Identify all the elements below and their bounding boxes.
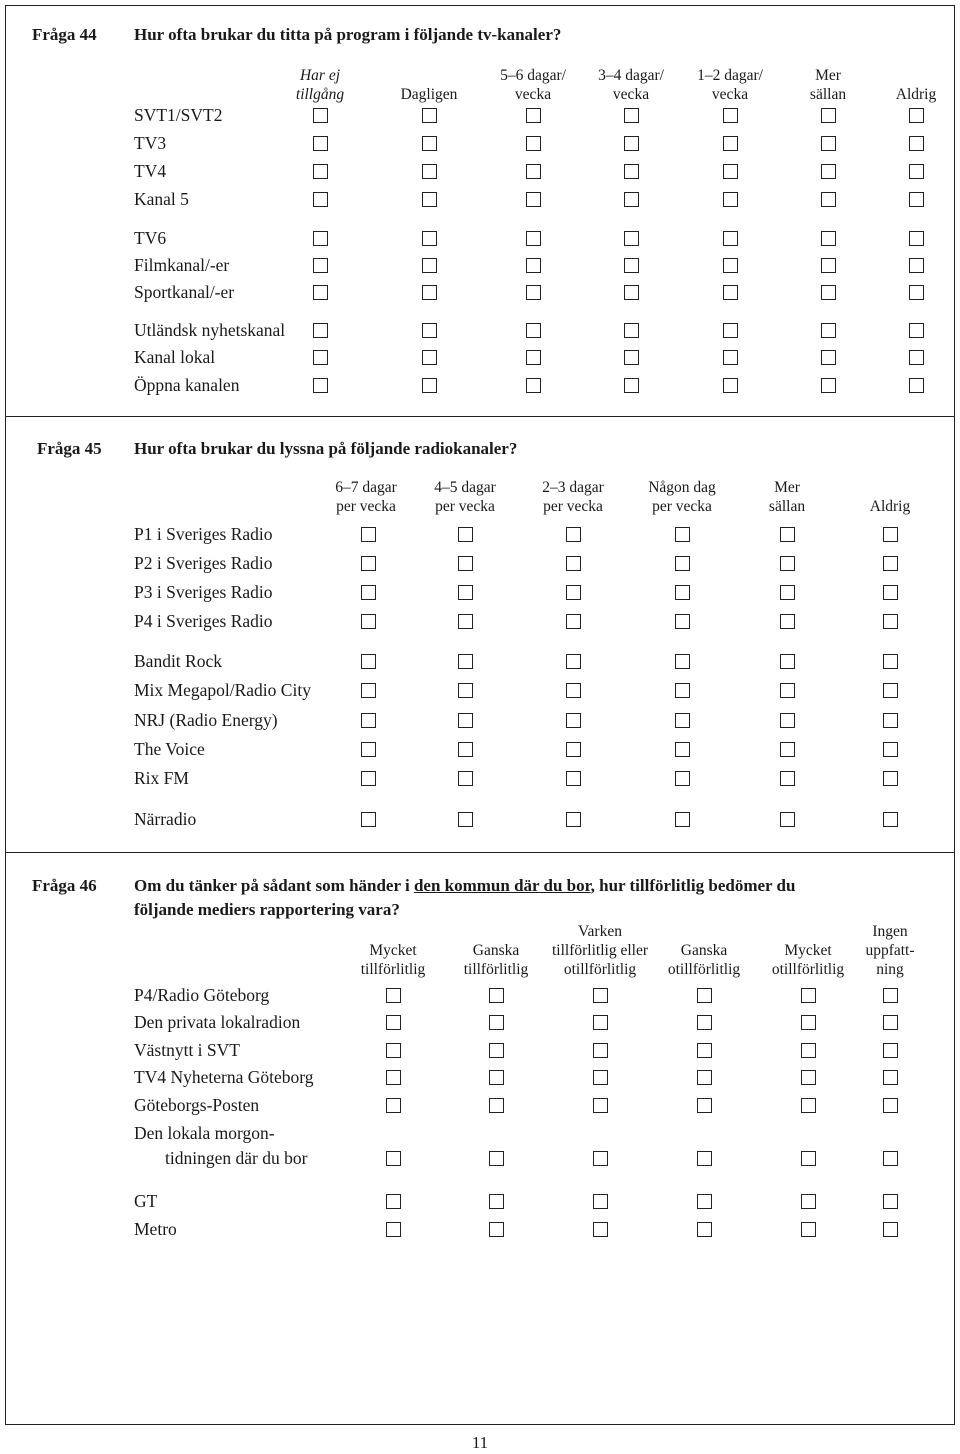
answer-checkbox[interactable] — [566, 556, 581, 571]
column-header: Har ej tillgång — [295, 67, 345, 103]
answer-checkbox[interactable] — [821, 258, 836, 273]
answer-checkbox[interactable] — [313, 350, 328, 365]
answer-checkbox[interactable] — [883, 614, 898, 629]
column-header: Dagligen — [400, 86, 458, 103]
row-label: Västnytt i SVT — [134, 1040, 240, 1060]
question-text-line2: följande mediers rapportering vara? — [134, 900, 400, 919]
answer-checkbox[interactable] — [489, 1015, 504, 1030]
answer-checkbox[interactable] — [909, 192, 924, 207]
answer-checkbox[interactable] — [780, 585, 795, 600]
question-number: Fråga 45 — [37, 439, 102, 458]
answer-checkbox[interactable] — [593, 988, 608, 1003]
answer-checkbox[interactable] — [489, 1194, 504, 1209]
answer-checkbox[interactable] — [526, 231, 541, 246]
column-header: Mer sällan — [768, 479, 806, 515]
answer-checkbox[interactable] — [624, 231, 639, 246]
answer-checkbox[interactable] — [675, 812, 690, 827]
answer-checkbox[interactable] — [883, 1070, 898, 1085]
answer-checkbox[interactable] — [566, 771, 581, 786]
answer-checkbox[interactable] — [883, 527, 898, 542]
answer-checkbox[interactable] — [361, 713, 376, 728]
answer-checkbox[interactable] — [723, 108, 738, 123]
answer-checkbox[interactable] — [883, 683, 898, 698]
answer-checkbox[interactable] — [386, 988, 401, 1003]
answer-checkbox[interactable] — [723, 258, 738, 273]
answer-checkbox[interactable] — [801, 1070, 816, 1085]
answer-checkbox[interactable] — [593, 1151, 608, 1166]
answer-checkbox[interactable] — [697, 1015, 712, 1030]
answer-checkbox[interactable] — [909, 108, 924, 123]
page-number: 11 — [471, 1433, 489, 1452]
column-header: Ganska tillförlitlig — [463, 942, 529, 978]
answer-checkbox[interactable] — [386, 1151, 401, 1166]
column-header: Mycket otillförlitlig — [771, 942, 845, 978]
answer-checkbox[interactable] — [422, 192, 437, 207]
question-number: Fråga 44 — [32, 25, 97, 44]
answer-checkbox[interactable] — [883, 713, 898, 728]
answer-checkbox[interactable] — [697, 1098, 712, 1113]
answer-checkbox[interactable] — [723, 164, 738, 179]
answer-checkbox[interactable] — [526, 192, 541, 207]
question-text: Hur ofta brukar du lyssna på följande radiokanaler? — [134, 439, 518, 458]
answer-checkbox[interactable] — [821, 378, 836, 393]
answer-checkbox[interactable] — [883, 585, 898, 600]
answer-checkbox[interactable] — [313, 136, 328, 151]
answer-checkbox[interactable] — [313, 323, 328, 338]
row-label: Mix Megapol/Radio City — [134, 680, 311, 700]
answer-checkbox[interactable] — [593, 1015, 608, 1030]
answer-checkbox[interactable] — [624, 108, 639, 123]
section-divider — [5, 416, 955, 417]
row-label: Göteborgs-Posten — [134, 1095, 260, 1115]
answer-checkbox[interactable] — [489, 1098, 504, 1113]
answer-checkbox[interactable] — [675, 771, 690, 786]
answer-checkbox[interactable] — [821, 231, 836, 246]
column-header: 2–3 dagar per vecka — [542, 479, 604, 515]
answer-checkbox[interactable] — [821, 136, 836, 151]
answer-checkbox[interactable] — [801, 1043, 816, 1058]
answer-checkbox[interactable] — [386, 1070, 401, 1085]
answer-checkbox[interactable] — [422, 258, 437, 273]
row-label: tidningen där du bor — [165, 1148, 308, 1168]
row-label: P1 i Sveriges Radio — [134, 524, 273, 544]
answer-checkbox[interactable] — [801, 988, 816, 1003]
column-header: Aldrig — [895, 86, 937, 103]
answer-checkbox[interactable] — [489, 1043, 504, 1058]
answer-checkbox[interactable] — [361, 812, 376, 827]
row-label: Den lokala morgon- — [134, 1123, 275, 1143]
answer-checkbox[interactable] — [780, 742, 795, 757]
answer-checkbox[interactable] — [883, 1098, 898, 1113]
answer-checkbox[interactable] — [883, 988, 898, 1003]
answer-checkbox[interactable] — [780, 614, 795, 629]
answer-checkbox[interactable] — [675, 614, 690, 629]
row-label: P3 i Sveriges Radio — [134, 582, 273, 602]
answer-checkbox[interactable] — [821, 164, 836, 179]
answer-checkbox[interactable] — [624, 350, 639, 365]
answer-checkbox[interactable] — [624, 136, 639, 151]
row-label: Metro — [134, 1219, 177, 1239]
answer-checkbox[interactable] — [883, 654, 898, 669]
row-label: Kanal lokal — [134, 347, 216, 367]
row-label: TV3 — [134, 133, 167, 153]
row-label: Kanal 5 — [134, 189, 189, 209]
answer-checkbox[interactable] — [458, 771, 473, 786]
answer-checkbox[interactable] — [566, 683, 581, 698]
row-label: Bandit Rock — [134, 651, 222, 671]
answer-checkbox[interactable] — [593, 1043, 608, 1058]
answer-checkbox[interactable] — [780, 556, 795, 571]
answer-checkbox[interactable] — [458, 654, 473, 669]
answer-checkbox[interactable] — [566, 614, 581, 629]
row-label: GT — [134, 1191, 158, 1211]
answer-checkbox[interactable] — [675, 654, 690, 669]
answer-checkbox[interactable] — [697, 1043, 712, 1058]
answer-checkbox[interactable] — [566, 713, 581, 728]
answer-checkbox[interactable] — [458, 812, 473, 827]
answer-checkbox[interactable] — [386, 1043, 401, 1058]
answer-checkbox[interactable] — [909, 136, 924, 151]
row-label: Närradio — [134, 809, 197, 829]
answer-checkbox[interactable] — [883, 742, 898, 757]
answer-checkbox[interactable] — [458, 556, 473, 571]
answer-checkbox[interactable] — [723, 323, 738, 338]
answer-checkbox[interactable] — [458, 527, 473, 542]
answer-checkbox[interactable] — [624, 378, 639, 393]
answer-checkbox[interactable] — [458, 742, 473, 757]
answer-checkbox[interactable] — [593, 1222, 608, 1237]
question-number: Fråga 46 — [32, 876, 97, 895]
answer-checkbox[interactable] — [909, 378, 924, 393]
column-header: Mer sällan — [809, 67, 847, 103]
answer-checkbox[interactable] — [313, 164, 328, 179]
answer-checkbox[interactable] — [361, 614, 376, 629]
row-label: TV6 — [134, 228, 167, 248]
answer-checkbox[interactable] — [909, 350, 924, 365]
row-label: P4 i Sveriges Radio — [134, 611, 273, 631]
answer-checkbox[interactable] — [566, 585, 581, 600]
answer-checkbox[interactable] — [361, 527, 376, 542]
answer-checkbox[interactable] — [909, 258, 924, 273]
answer-checkbox[interactable] — [780, 654, 795, 669]
row-label: Den privata lokalradion — [134, 1012, 301, 1032]
answer-checkbox[interactable] — [801, 1015, 816, 1030]
answer-checkbox[interactable] — [526, 164, 541, 179]
answer-checkbox[interactable] — [780, 812, 795, 827]
answer-checkbox[interactable] — [883, 1194, 898, 1209]
answer-checkbox[interactable] — [675, 556, 690, 571]
answer-checkbox[interactable] — [489, 1070, 504, 1085]
answer-checkbox[interactable] — [489, 1222, 504, 1237]
column-header: Varken tillförlitlig eller otillförlitlig — [552, 923, 648, 978]
column-header: Aldrig — [869, 498, 911, 515]
answer-checkbox[interactable] — [624, 164, 639, 179]
column-header: 1–2 dagar/ vecka — [697, 67, 763, 103]
answer-checkbox[interactable] — [566, 812, 581, 827]
answer-checkbox[interactable] — [361, 742, 376, 757]
answer-checkbox[interactable] — [697, 1070, 712, 1085]
answer-checkbox[interactable] — [566, 527, 581, 542]
row-label: Öppna kanalen — [134, 375, 240, 395]
answer-checkbox[interactable] — [566, 742, 581, 757]
answer-checkbox[interactable] — [675, 683, 690, 698]
answer-checkbox[interactable] — [883, 1043, 898, 1058]
answer-checkbox[interactable] — [422, 323, 437, 338]
answer-checkbox[interactable] — [458, 683, 473, 698]
answer-checkbox[interactable] — [526, 350, 541, 365]
answer-checkbox[interactable] — [593, 1098, 608, 1113]
answer-checkbox[interactable] — [883, 812, 898, 827]
question-text: Om du tänker på sådant som händer i den kommun där du bor, hur tillförlitlig bedömer du — [134, 876, 796, 895]
answer-checkbox[interactable] — [697, 1151, 712, 1166]
answer-checkbox[interactable] — [386, 1015, 401, 1030]
answer-checkbox[interactable] — [313, 378, 328, 393]
answer-checkbox[interactable] — [723, 285, 738, 300]
answer-checkbox[interactable] — [624, 192, 639, 207]
answer-checkbox[interactable] — [675, 527, 690, 542]
answer-checkbox[interactable] — [526, 378, 541, 393]
answer-checkbox[interactable] — [909, 285, 924, 300]
answer-checkbox[interactable] — [883, 1015, 898, 1030]
column-header: 3–4 dagar/ vecka — [598, 67, 664, 103]
column-header: Ingen uppfatt- ning — [865, 923, 915, 978]
answer-checkbox[interactable] — [675, 713, 690, 728]
answer-checkbox[interactable] — [422, 378, 437, 393]
answer-checkbox[interactable] — [313, 192, 328, 207]
column-header: Ganska otillförlitlig — [667, 942, 741, 978]
row-label: Filmkanal/-er — [134, 255, 230, 275]
row-label: TV4 — [134, 161, 167, 181]
answer-checkbox[interactable] — [723, 378, 738, 393]
answer-checkbox[interactable] — [801, 1222, 816, 1237]
answer-checkbox[interactable] — [313, 285, 328, 300]
answer-checkbox[interactable] — [821, 192, 836, 207]
section-divider — [5, 852, 955, 853]
answer-checkbox[interactable] — [697, 1222, 712, 1237]
answer-checkbox[interactable] — [526, 285, 541, 300]
answer-checkbox[interactable] — [422, 108, 437, 123]
answer-checkbox[interactable] — [883, 556, 898, 571]
answer-checkbox[interactable] — [909, 164, 924, 179]
row-label: P2 i Sveriges Radio — [134, 553, 273, 573]
answer-checkbox[interactable] — [526, 258, 541, 273]
answer-checkbox[interactable] — [422, 136, 437, 151]
answer-checkbox[interactable] — [526, 136, 541, 151]
answer-checkbox[interactable] — [909, 231, 924, 246]
row-label: Utländsk nyhetskanal — [134, 320, 286, 340]
answer-checkbox[interactable] — [489, 988, 504, 1003]
answer-checkbox[interactable] — [526, 108, 541, 123]
column-header: 5–6 dagar/ vecka — [500, 67, 566, 103]
answer-checkbox[interactable] — [361, 585, 376, 600]
answer-checkbox[interactable] — [780, 771, 795, 786]
answer-checkbox[interactable] — [697, 988, 712, 1003]
answer-checkbox[interactable] — [361, 654, 376, 669]
answer-checkbox[interactable] — [883, 771, 898, 786]
answer-checkbox[interactable] — [780, 527, 795, 542]
column-header: 6–7 dagar per vecka — [335, 479, 397, 515]
answer-checkbox[interactable] — [780, 683, 795, 698]
answer-checkbox[interactable] — [566, 654, 581, 669]
answer-checkbox[interactable] — [458, 713, 473, 728]
answer-checkbox[interactable] — [313, 231, 328, 246]
answer-checkbox[interactable] — [675, 742, 690, 757]
row-label: The Voice — [134, 739, 205, 759]
answer-checkbox[interactable] — [361, 683, 376, 698]
answer-checkbox[interactable] — [821, 350, 836, 365]
answer-checkbox[interactable] — [422, 285, 437, 300]
answer-checkbox[interactable] — [593, 1194, 608, 1209]
answer-checkbox[interactable] — [361, 771, 376, 786]
answer-checkbox[interactable] — [489, 1151, 504, 1166]
column-header: Mycket tillförlitlig — [360, 942, 426, 978]
answer-checkbox[interactable] — [458, 614, 473, 629]
answer-checkbox[interactable] — [821, 323, 836, 338]
answer-checkbox[interactable] — [624, 258, 639, 273]
answer-checkbox[interactable] — [801, 1151, 816, 1166]
row-label: Sportkanal/-er — [134, 282, 235, 302]
question-text: Hur ofta brukar du titta på program i följande tv-kanaler? — [134, 25, 562, 44]
answer-checkbox[interactable] — [593, 1070, 608, 1085]
answer-checkbox[interactable] — [624, 323, 639, 338]
answer-checkbox[interactable] — [422, 231, 437, 246]
answer-checkbox[interactable] — [909, 323, 924, 338]
answer-checkbox[interactable] — [675, 585, 690, 600]
answer-checkbox[interactable] — [386, 1194, 401, 1209]
answer-checkbox[interactable] — [386, 1098, 401, 1113]
answer-checkbox[interactable] — [723, 192, 738, 207]
answer-checkbox[interactable] — [821, 285, 836, 300]
answer-checkbox[interactable] — [313, 258, 328, 273]
answer-checkbox[interactable] — [821, 108, 836, 123]
answer-checkbox[interactable] — [624, 285, 639, 300]
answer-checkbox[interactable] — [361, 556, 376, 571]
answer-checkbox[interactable] — [801, 1194, 816, 1209]
answer-checkbox[interactable] — [313, 108, 328, 123]
answer-checkbox[interactable] — [883, 1222, 898, 1237]
row-label: NRJ (Radio Energy) — [134, 710, 278, 730]
answer-checkbox[interactable] — [386, 1222, 401, 1237]
row-label: P4/Radio Göteborg — [134, 985, 270, 1005]
answer-checkbox[interactable] — [422, 350, 437, 365]
row-label: SVT1/SVT2 — [134, 105, 223, 125]
answer-checkbox[interactable] — [801, 1098, 816, 1113]
answer-checkbox[interactable] — [526, 323, 541, 338]
answer-checkbox[interactable] — [883, 1151, 898, 1166]
answer-checkbox[interactable] — [422, 164, 437, 179]
answer-checkbox[interactable] — [723, 136, 738, 151]
answer-checkbox[interactable] — [780, 713, 795, 728]
answer-checkbox[interactable] — [723, 231, 738, 246]
column-header: Någon dag per vecka — [648, 479, 716, 515]
row-label: TV4 Nyheterna Göteborg — [134, 1067, 314, 1087]
answer-checkbox[interactable] — [697, 1194, 712, 1209]
answer-checkbox[interactable] — [723, 350, 738, 365]
row-label: Rix FM — [134, 768, 189, 788]
answer-checkbox[interactable] — [458, 585, 473, 600]
column-header: 4–5 dagar per vecka — [434, 479, 496, 515]
